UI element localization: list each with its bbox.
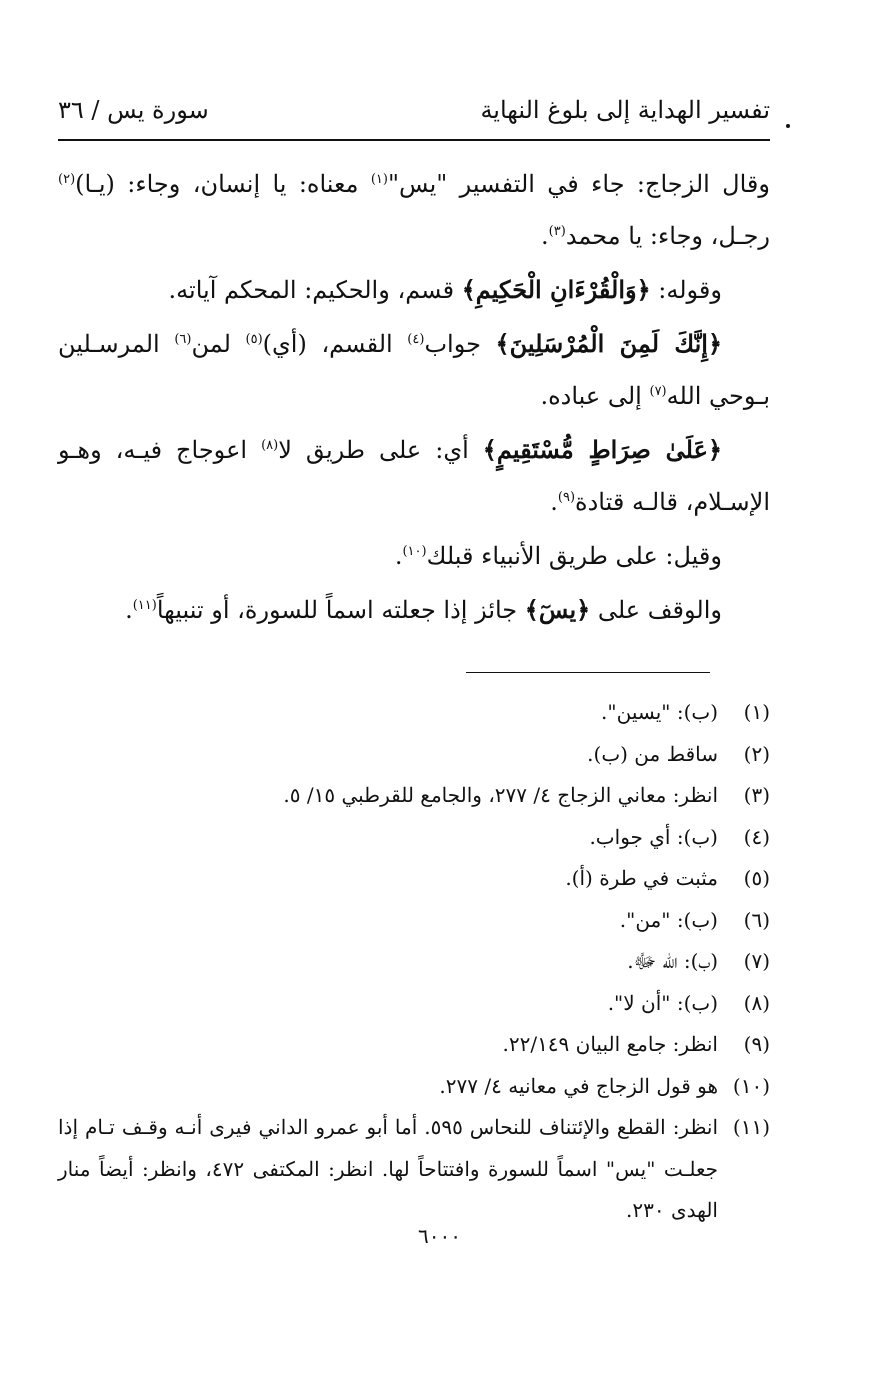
footnote bbox=[58, 1024, 770, 1066]
footnote-text: (ب): "من". bbox=[619, 907, 718, 932]
text-span: وقيل: على طريق الأنبياء قبلك bbox=[426, 542, 722, 570]
text-span: . bbox=[550, 488, 558, 516]
footnote-ref: (٧) bbox=[649, 384, 667, 399]
footnote-text: مثبت في طرة (أ). bbox=[565, 866, 718, 890]
footnote-number: (٣) bbox=[743, 783, 770, 807]
footnote-text: انظر: جامع البيان ٢٢/١٤٩. bbox=[502, 1032, 718, 1056]
text-span: . bbox=[125, 596, 133, 624]
quran-verse: ﴿يسٓ﴾ bbox=[524, 595, 591, 624]
footnote-ref: (١) bbox=[370, 172, 388, 187]
running-header bbox=[58, 96, 770, 136]
footnote bbox=[58, 1107, 770, 1232]
text-span: المرسـلين بـوحي الله bbox=[58, 330, 770, 410]
footnote-number: (٧) bbox=[743, 949, 770, 973]
main-text bbox=[58, 158, 770, 638]
footnote-text: انظر: معاني الزجاج ٤/ ٢٧٧، والجامع للقرطبي ١٥/ ٥. bbox=[283, 783, 718, 807]
footnote bbox=[58, 775, 770, 817]
footnote-number: (٢) bbox=[743, 741, 770, 766]
footnote-text: (ب): أي جواب. bbox=[589, 824, 718, 849]
text-span: لمن bbox=[191, 330, 246, 358]
footnote-separator bbox=[466, 672, 710, 673]
footnote bbox=[58, 692, 770, 734]
footnote bbox=[58, 900, 770, 942]
text-span: والوقف على bbox=[590, 596, 722, 624]
footnote-ref: (٣) bbox=[548, 224, 566, 239]
text-span: قسم، والحكيم: المحكم آياته. bbox=[168, 276, 462, 304]
footnote-number: (٥) bbox=[743, 866, 770, 890]
footnote-text: (ب): "أن لا". bbox=[607, 990, 718, 1015]
text-span: القسم، (أي) bbox=[262, 330, 408, 358]
text-span: أي: على طريق لا bbox=[278, 436, 483, 464]
page-number: ٦٠٠٠ bbox=[418, 1224, 461, 1248]
paragraph-1 bbox=[58, 158, 770, 262]
text-span: . bbox=[394, 542, 403, 570]
text-span: إلى عباده. bbox=[540, 382, 650, 410]
footnote bbox=[58, 941, 770, 983]
footnote bbox=[58, 1066, 770, 1108]
footnote-number: (٨) bbox=[743, 990, 770, 1015]
text-span: رجـل، وجاء: يا محمد bbox=[565, 222, 770, 250]
paragraph-6 bbox=[58, 584, 770, 636]
quran-verse: ﴿عَلَىٰ صِرَاطٍ مُّسْتَقِيمٍ﴾ bbox=[482, 435, 723, 464]
footnote-text: هو قول الزجاج في معانيه ٤/ ٢٧٧. bbox=[439, 1073, 718, 1098]
book-title: تفسير الهداية إلى بلوغ النهاية bbox=[480, 96, 770, 124]
footnote-ref: (٢) bbox=[58, 172, 76, 187]
footnote-ref: (٨) bbox=[261, 438, 279, 453]
footnote-text: (ب): "يسين". bbox=[601, 700, 718, 724]
footnote bbox=[58, 858, 770, 900]
quran-verse: ﴿وَالْقُرْءَانِ الْحَكِيمِ﴾ bbox=[461, 275, 651, 304]
footnote bbox=[58, 983, 770, 1025]
footnote-ref: (٩) bbox=[557, 490, 576, 505]
footnote-ref: (٥) bbox=[245, 332, 263, 347]
paragraph-4 bbox=[58, 424, 770, 528]
footnote-number: (١٠) bbox=[732, 1073, 770, 1098]
footnote-number: (٩) bbox=[743, 1032, 770, 1056]
footnote-text: (ب): الله ﷻ. bbox=[627, 949, 718, 973]
text-span: اعوجاج فيـه، وهـو الإسـلام، قالـه قتادة bbox=[58, 436, 770, 516]
footnotes bbox=[58, 692, 770, 1232]
header-rule bbox=[58, 139, 770, 141]
text-span: معناه: يا إنسان، وجاء: (يـا) bbox=[75, 170, 371, 198]
margin-dot bbox=[786, 124, 790, 128]
footnote-text: انظر: القطع والإئتناف للنحاس ٥٩٥. أما أبو عمرو الداني فيرى أنـه وقـف تـام إذا جعلـت "يس" اسماً للسورة وافتتاحاً لها. انظر: المكتفى ٤٧٢، وانظر: أيضاً منار الهدى ٢٣٠. bbox=[58, 1115, 718, 1222]
footnote-ref: (٤) bbox=[407, 332, 425, 347]
surah-reference: سورة يس / ٣٦ bbox=[58, 96, 209, 124]
text-span: جواب bbox=[424, 330, 496, 358]
footnote-ref: (١١) bbox=[132, 598, 157, 613]
footnote bbox=[58, 734, 770, 776]
footnote bbox=[58, 817, 770, 859]
quran-verse: ﴿إِنَّكَ لَمِنَ الْمُرْسَلِينَ﴾ bbox=[495, 329, 723, 358]
paragraph-5 bbox=[58, 530, 770, 582]
footnote-number: (١) bbox=[743, 700, 770, 724]
text-span: جائز إذا جعلته اسماً للسورة، أو تنبيهاً bbox=[156, 596, 525, 624]
paragraph-2 bbox=[58, 264, 770, 316]
footnote-number: (٦) bbox=[743, 907, 770, 932]
text-span: وقال الزجاج: جاء في التفسير "يس" bbox=[387, 170, 770, 198]
footnote-ref: (١٠) bbox=[402, 544, 427, 559]
footnote-text: ساقط من (ب). bbox=[587, 741, 718, 766]
paragraph-3 bbox=[58, 318, 770, 422]
footnote-ref: (٦) bbox=[174, 332, 192, 347]
footnote-number: (٤) bbox=[743, 824, 770, 849]
text-span: . bbox=[541, 222, 549, 250]
text-span: وقوله: bbox=[650, 276, 722, 304]
footnote-number: (١١) bbox=[732, 1115, 770, 1139]
